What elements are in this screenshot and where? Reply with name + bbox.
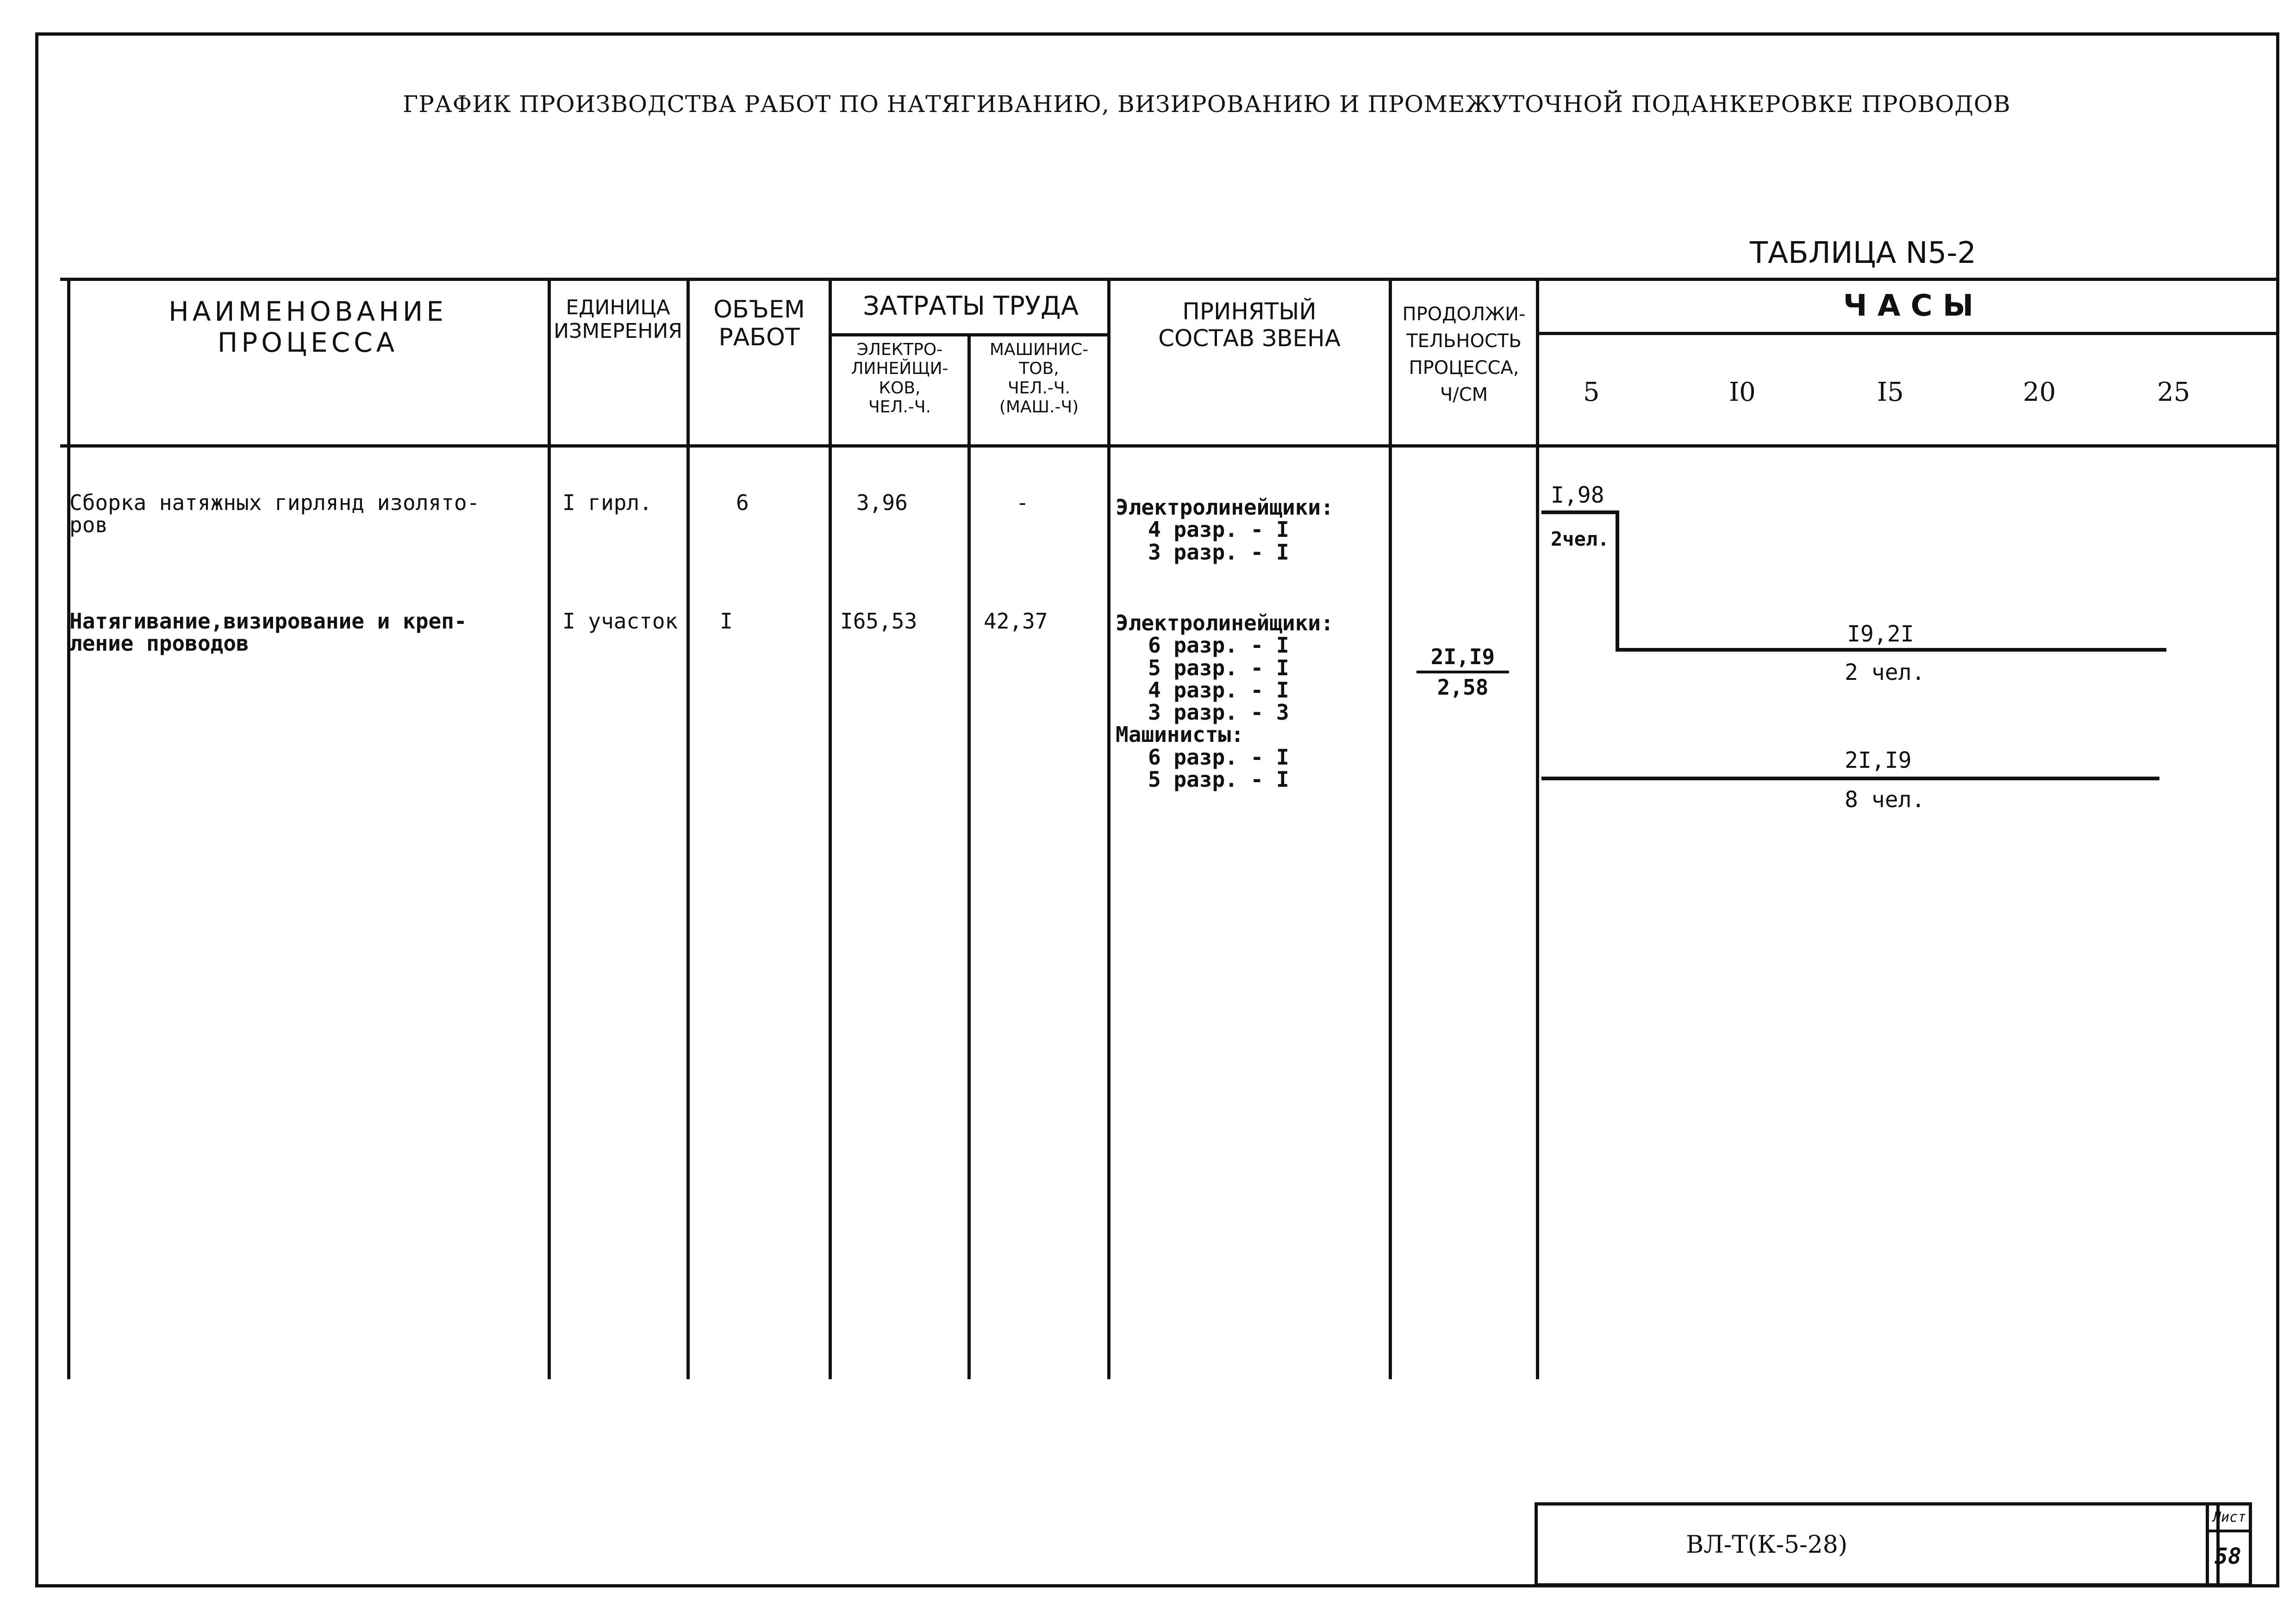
row2-labor-electric: I65,53 — [840, 609, 917, 634]
col-line-2 — [686, 278, 690, 1379]
header-bottom-line — [60, 444, 2277, 448]
col-line-6 — [1389, 278, 1392, 1379]
gantt1-drop — [1616, 510, 1619, 652]
hour-tick-25: 25 — [2157, 377, 2190, 407]
table-number: ТАБЛИЦА N5-2 — [1750, 236, 1976, 270]
row1-unit: I гирл. — [562, 490, 652, 515]
header-hours: Ч А С Ы — [1843, 289, 1974, 323]
gantt3-top-label: 2I,I9 — [1845, 747, 1912, 773]
hour-tick-15: I5 — [1877, 377, 1904, 407]
gantt3-bottom-label: 8 чел. — [1845, 787, 1925, 813]
col-line-0 — [67, 278, 70, 1379]
header-labor-electric: ЭЛЕКТРО- ЛИНЕЙЩИ- КОВ, ЧЕЛ.-Ч. — [851, 340, 948, 417]
header-labor-machinists: МАШИНИС- ТОВ, ЧЕЛ.-Ч. (МАШ.-Ч) — [989, 340, 1089, 417]
sheet-box — [2206, 1502, 2252, 1587]
hour-tick-5: 5 — [1583, 377, 1600, 407]
hours-split-line — [1539, 332, 2277, 335]
row1-crew: Электролинейщики: 4 разр. - I 3 разр. - I — [1116, 495, 1334, 565]
row1-name: Сборка натяжных гирлянд изолято- ров — [69, 490, 480, 538]
gantt2-top-label: I9,2I — [1847, 621, 1914, 647]
col-line-7 — [1536, 278, 1539, 1379]
col-line-4 — [967, 333, 971, 1379]
header-unit: ЕДИНИЦА ИЗМЕРЕНИЯ — [554, 296, 682, 343]
page-title: ГРАФИК ПРОИЗВОДСТВА РАБОТ ПО НАТЯГИВАНИЮ, ВИЗИРОВАНИЮ И ПРОМЕЖУТОЧНОЙ ПОДАНКЕРОВКЕ ПРОВОДОВ — [403, 91, 2011, 118]
sheet-divider — [2209, 1530, 2249, 1532]
header-volume: ОБЪЕМ РАБОТ — [713, 296, 805, 351]
row2-unit: I участок — [562, 609, 678, 634]
col-line-5 — [1107, 278, 1111, 1379]
gantt2-bottom-label: 2 чел. — [1845, 660, 1925, 685]
header-labor: ЗАТРАТЫ ТРУДА — [862, 291, 1079, 321]
row2-duration: 2I,I9 2,58 — [1416, 646, 1509, 699]
header-duration: ПРОДОЛЖИ- ТЕЛЬНОСТЬ ПРОЦЕССА, Ч/СМ — [1402, 304, 1526, 405]
gantt1-bottom-label: 2чел. — [1551, 528, 1610, 550]
header-process-name: НАИМЕНОВАНИЕ ПРОЦЕССА — [168, 296, 447, 358]
table-top-line — [60, 278, 2277, 281]
gantt2-bar — [1616, 648, 2166, 652]
hour-tick-10: I0 — [1729, 377, 1756, 407]
gantt1-top-label: I,98 — [1551, 482, 1604, 508]
row1-volume: 6 — [736, 490, 749, 515]
hour-tick-20: 20 — [2023, 377, 2056, 407]
sheet-number: 58 — [2215, 1543, 2241, 1569]
gantt3-bar — [1541, 777, 2159, 780]
title-block — [1535, 1502, 2220, 1587]
row2-volume: I — [720, 609, 733, 634]
col-line-3 — [829, 278, 832, 1379]
gantt1-bar — [1541, 510, 1619, 514]
header-crew: ПРИНЯТЫЙ СОСТАВ ЗВЕНА — [1158, 298, 1341, 352]
row2-crew: Электролинейщики: 6 разр. - I 5 разр. - I 4 разр. - I 3 разр. - 3 Машинисты: 6 разр. - I 5 разр. - I — [1116, 610, 1334, 792]
row2-name: Натягивание,визирование и креп- ление проводов — [69, 609, 467, 656]
document-code: ВЛ-Т(К-5-28) — [1686, 1531, 1848, 1559]
row1-labor-electric: 3,96 — [856, 490, 908, 515]
row1-labor-machinists: - — [1016, 490, 1029, 515]
row2-labor-machinists: 42,37 — [984, 609, 1048, 634]
sheet-label: Лист — [2213, 1509, 2246, 1525]
col-line-1 — [548, 278, 551, 1379]
